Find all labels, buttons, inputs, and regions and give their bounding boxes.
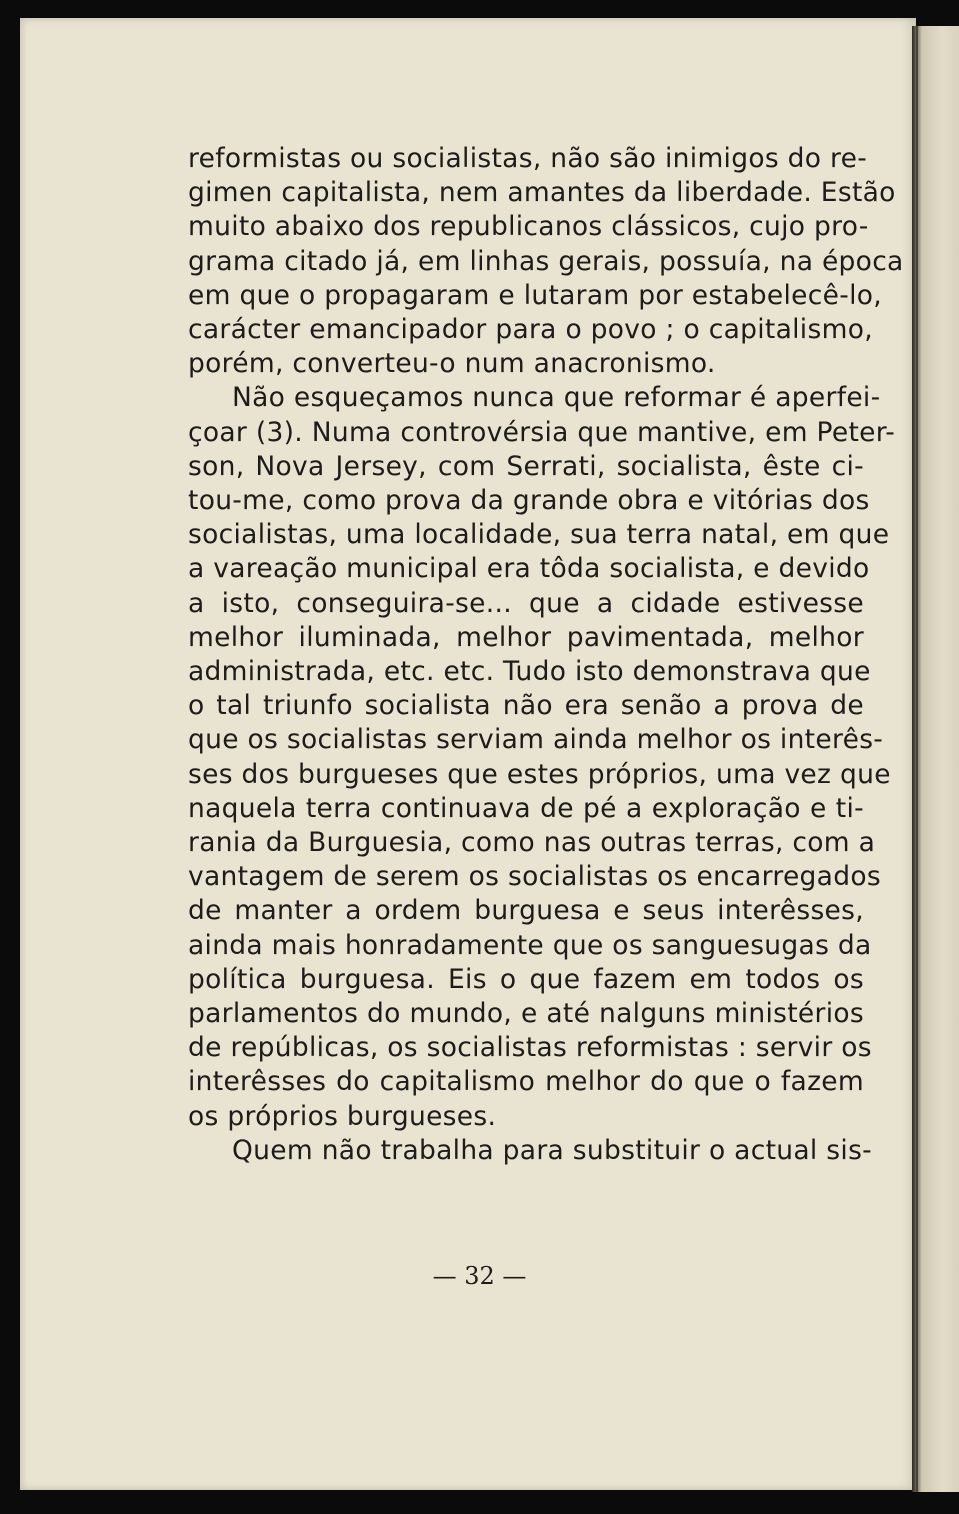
text-line: muito abaixo dos republicanos clássicos, cujo pro- [188, 211, 869, 243]
text-line: parlamentos do mundo, e até nalguns ministérios [188, 998, 864, 1030]
text-line: interêsses do capitalismo melhor do que o fazem [188, 1066, 864, 1098]
text-line: a isto, conseguira-se... que a cidade estivesse [188, 587, 864, 619]
text-line: socialistas, uma localidade, sua terra natal, em que [188, 519, 890, 551]
text-line: os próprios burgueses. [188, 1100, 497, 1132]
page-number: — 32 — [432, 1262, 527, 1290]
text-line: porém, converteu-o num anacronismo. [188, 348, 716, 380]
text-line: Quem não trabalha para substituir o actual sis- [232, 1134, 873, 1166]
text-line: tou-me, como prova da grande obra e vitórias dos [188, 485, 870, 517]
text-line: rania da Burguesia, como nas outras terras, com a [188, 827, 876, 859]
text-line: naquela terra continuava de pé a exploração e ti- [188, 792, 864, 824]
body-text [188, 142, 904, 1168]
text-line: vantagem de serem os socialistas os encarregados [188, 861, 881, 893]
text-line: carácter emancipador para o povo ; o capitalismo, [188, 314, 873, 346]
text-line: que os socialistas serviam ainda melhor os interês- [188, 724, 884, 756]
text-line: de manter a ordem burguesa e seus interêsses, [188, 895, 864, 927]
text-line: gimen capitalista, nem amantes da liberdade. Estão [188, 177, 896, 209]
text-line: Não esqueçamos nunca que reformar é aperfei- [232, 382, 881, 414]
text-line: melhor iluminada, melhor pavimentada, melhor [188, 621, 864, 653]
text-line: ses dos burgueses que estes próprios, uma vez que [188, 758, 891, 790]
text-line: a vareação municipal era tôda socialista, e devido [188, 553, 870, 585]
text-line: em que o propagaram e lutaram por estabelecê-lo, [188, 279, 882, 311]
text-line: grama citado já, em linhas gerais, possuía, na época [188, 245, 904, 277]
text-line: son, Nova Jersey, com Serrati, socialista, êste ci- [188, 450, 864, 482]
text-line: política burguesa. Eis o que fazem em todos os [188, 963, 864, 995]
text-line: administrada, etc. etc. Tudo isto demonstrava que [188, 656, 871, 688]
text-line: reformistas ou socialistas, não são inimigos do re- [188, 143, 868, 174]
text-line: de repúblicas, os socialistas reformistas : servir os [188, 1032, 872, 1064]
text-line: çoar (3). Numa controvérsia que mantive, em Peter- [188, 416, 896, 448]
text-line: ainda mais honradamente que os sanguesugas da [188, 929, 872, 961]
text-line: o tal triunfo socialista não era senão a prova de [188, 690, 864, 722]
